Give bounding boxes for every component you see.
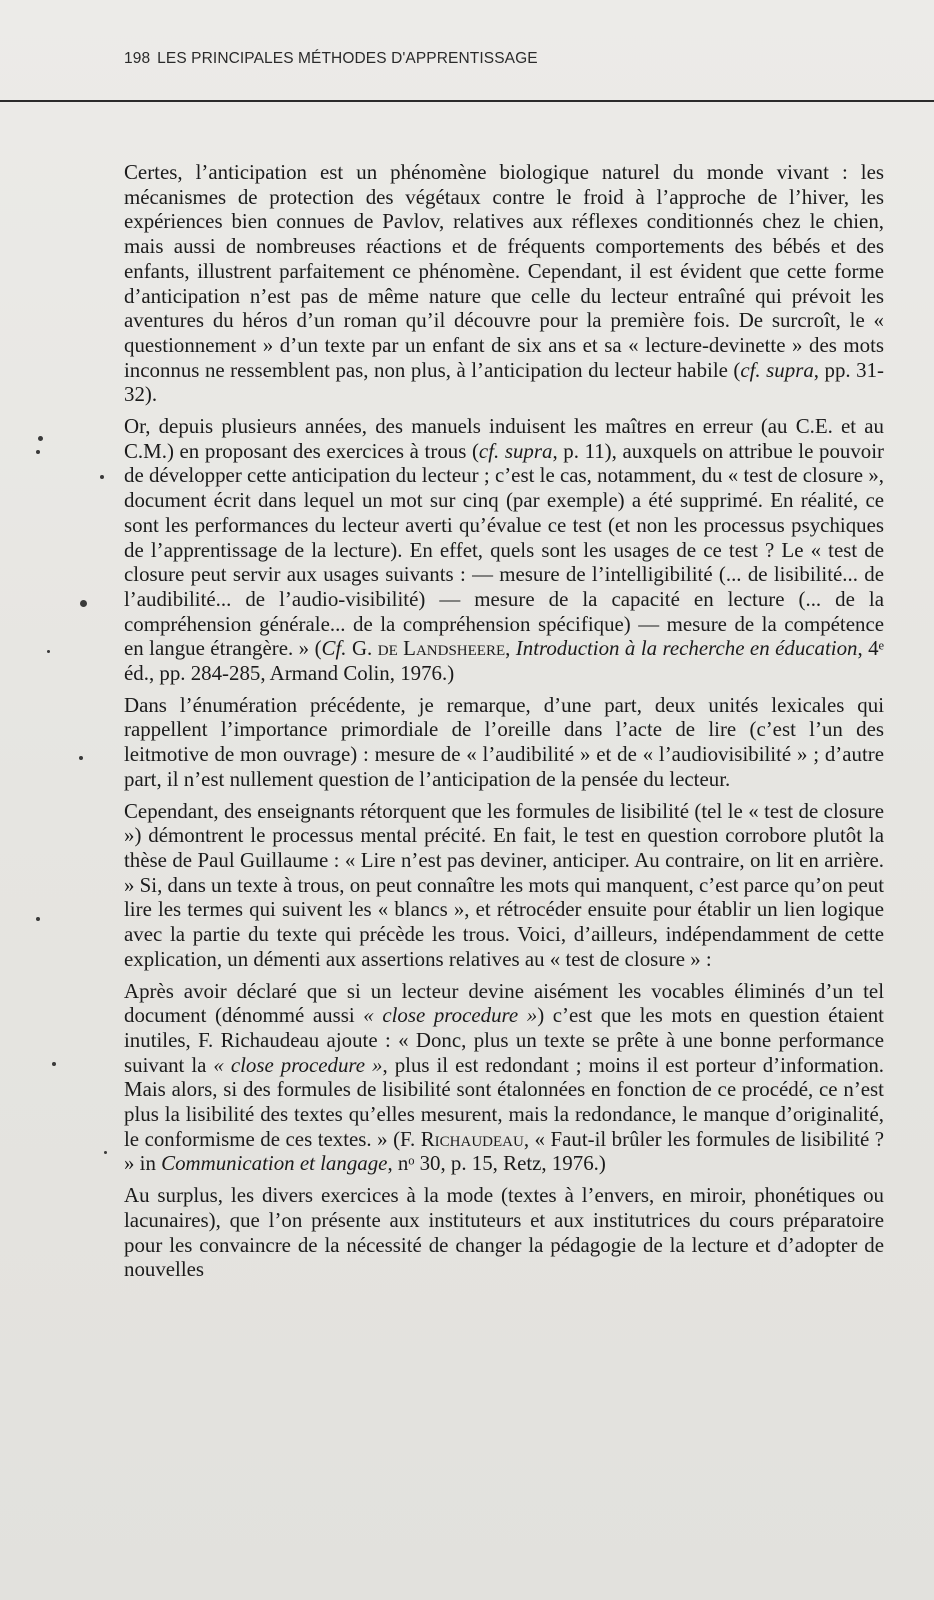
ink-speck bbox=[104, 1151, 107, 1154]
running-title: LES PRINCIPALES MÉTHODES D'APPRENTISSAGE bbox=[157, 50, 538, 67]
body-text bbox=[124, 160, 884, 1282]
paragraph-3: Dans l’énumération précédente, je remarque, d’une part, deux unités lexicales qui rappellent l’importance primordiale de l’oreille dans l’acte de lire (c’est l’un des leitmotive de mon ouvrage) : mesure de « l’audibilité » et de « l’audiovisibilité » ; d’autre part, il n’est nullement question de l’anticipation de la pensée du lecteur. bbox=[124, 692, 884, 791]
citation-author: de Landsheere bbox=[377, 636, 506, 661]
ink-speck bbox=[79, 756, 83, 760]
ink-speck bbox=[52, 1062, 56, 1066]
running-header bbox=[124, 50, 538, 68]
ink-speck bbox=[38, 436, 43, 441]
page-number: 198 bbox=[124, 50, 151, 67]
ink-speck bbox=[36, 917, 40, 921]
ink-speck bbox=[100, 475, 104, 479]
header-rule bbox=[0, 100, 934, 102]
paragraph-1: Certes, l’anticipation est un phénomène biologique naturel du monde vivant : les mécanismes de protection des végétaux contre le froid à l’approche de l’hiver, les expériences bien connues de Pavlov, relatives aux réflexes conditionnés chez le chien, mais aussi de nombreuses réactions et de fréquents comportements des bébés et des enfants, illustrent parfaitement ce phénomène. Cependant, il est évident que cette forme d’anticipation n’est pas de même nature que celle du lecteur entraîné qui prévoit les aventures du héros d’un roman qu’il découvre pour la première fois. De surcroît, le « questionnement » d’un texte par un enfant de six ans et sa « lecture-devinette » des mots inconnus ne ressemblent pas, non plus, à l’anticipation du lecteur habile (cf. supra, pp. 31-32). bbox=[124, 160, 884, 407]
ink-speck bbox=[47, 650, 50, 653]
ink-speck bbox=[36, 450, 40, 454]
paragraph-5: Après avoir déclaré que si un lecteur devine aisément les vocables éliminés d’un tel document (dénommé aussi « close procedure ») c’est que les mots en question étaient inutiles, F. Richaudeau ajoute : « Donc, plus un texte se prête à une bonne performance suivant la « close procedure », plus il est redondant ; moins il est porteur d’information. Mais alors, si des formules de lisibilité sont étalonnées en fonction de ce procédé, ce n’est plus la lisibilité des textes qu’elles mesurent, mais la redondance, le manque d’originalité, le conformisme de ces textes. » (F. Richaudeau, « Faut-il brûler les formules de lisibilité ? » in Communication et langage, nᵒ 30, p. 15, Retz, 1976.) bbox=[124, 978, 884, 1176]
ink-speck bbox=[80, 600, 87, 607]
paragraph-2: Or, depuis plusieurs années, des manuels induisent les maîtres en erreur (au C.E. et au C.M.) en proposant des exercices à trous (cf. supra, p. 11), auxquels on attribue le pouvoir de développer cette anticipation du lecteur ; c’est le cas, notamment, du « test de closure », document écrit dans lequel un mot sur cinq (par exemple) a été supprimé. En réalité, ce sont les performances du lecteur averti qu’évalue ce test (et non les processus psychiques de l’apprentissage de la lecture). En effet, quels sont les usages de ce test ? Le « test de closure peut servir aux usages suivants : — mesure de l’intelligibilité (... de lisibilité... de l’audibilité... de l’audio-visibilité) — mesure de la capacité en lecture (... de la compréhension générale... de la compréhension spécifique) — mesure de la compétence en langue étrangère. » (Cf. G. de Landsheere, Introduction à la recherche en éducation, 4ᵉ éd., pp. 284-285, Armand Colin, 1976.) bbox=[124, 414, 884, 686]
citation-author: Richaudeau bbox=[420, 1126, 524, 1151]
paragraph-4: Cependant, des enseignants rétorquent que les formules de lisibilité (tel le « test de closure ») démontrent le processus mental précité. En fait, le test en question corrobore plutôt la thèse de Paul Guillaume : « Lire n’est pas deviner, anticiper. Au contraire, on lit en arrière. » Si, dans un texte à trous, on peut connaître les mots qui manquent, c’est parce qu’on peut lire les termes qui suivent les « blancs », et rétrocéder ensuite pour établir un lien logique avec la partie du texte qui précède les trous. Voici, d’ailleurs, indépendamment de cette explication, un démenti aux assertions relatives au « test de closure » : bbox=[124, 798, 884, 971]
citation-title: Introduction à la recherche en éducation bbox=[515, 636, 858, 661]
paragraph-6: Au surplus, les divers exercices à la mode (textes à l’envers, en miroir, phonétiques ou lacunaires), que l’on présente aux instituteurs et aux institutrices du cours préparatoire pour les convaincre de la nécessité de changer la pédagogie de la lecture et d’adopter de nouvelles bbox=[124, 1183, 884, 1282]
citation-journal: Communication et langage bbox=[161, 1151, 388, 1176]
